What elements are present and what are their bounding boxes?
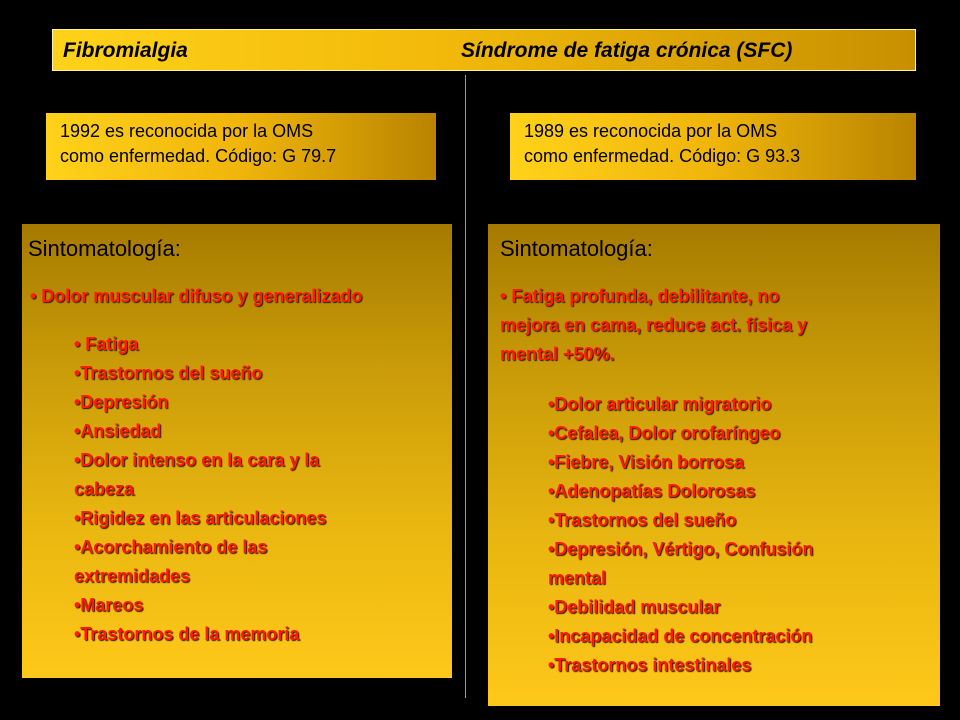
symptom-item: •Depresión, Vértigo, Confusión mental [548,539,814,588]
symptom-item: •Debilidad muscular [548,597,721,617]
symptom-item: •Dolor intenso en la cara y la cabeza [74,450,320,499]
sfc-symptoms-panel [488,224,940,706]
title-bar [52,29,916,71]
sfc-title: Síndrome de fatiga crónica (SFC) [461,39,793,62]
symptom-item: • Fatiga [74,334,139,354]
recognition-line: 1989 es reconocida por la OMS [524,121,778,141]
symptom-item: •Cefalea, Dolor orofaríngeo [548,423,781,443]
symptom-item: •Fiebre, Visión borrosa [548,452,745,472]
recognition-line: 1992 es reconocida por la OMS [60,121,314,141]
symptom-item: •Incapacidad de concentración [548,626,813,646]
sfc-recognition-box [510,113,916,180]
symptom-item: •Dolor articular migratorio [548,394,772,414]
fibromialgia-main-symptom: • Dolor muscular difuso y generalizado [30,286,363,306]
symptom-item: •Trastornos del sueño [74,363,263,383]
sfc-symptom-list [488,390,940,680]
sfc-main-emphasis: Fatiga profunda [511,286,648,306]
symptom-item: •Ansiedad [74,421,162,441]
recognition-line: como enfermedad. Código: G 93.3 [524,146,801,166]
symptom-item: •Rigidez en las articulaciones [74,508,327,528]
sfc-main-symptom: • Fatiga profunda, debilitante, no mejora en cama, reduce act. física y mental +50%. [500,286,808,364]
fibromialgia-recognition-box [46,113,436,180]
symptom-item: •Mareos [74,595,144,615]
column-divider [465,75,466,698]
fibromialgia-title: Fibromialgia [63,39,188,62]
symptom-item: •Trastornos de la memoria [74,624,300,644]
fibromialgia-symptoms-panel [22,224,452,678]
symptom-item: •Depresión [74,392,169,412]
sfc-symptoms-heading: Sintomatología: [500,236,653,261]
recognition-line: como enfermedad. Código: G 79.7 [60,146,337,166]
symptom-item: •Trastornos intestinales [548,655,752,675]
symptom-item: •Acorchamiento de las extremidades [74,537,268,586]
symptom-item: •Adenopatías Dolorosas [548,481,756,501]
fibromialgia-symptom-list [22,330,452,649]
symptom-item: •Trastornos del sueño [548,510,737,530]
fibromialgia-symptoms-heading: Sintomatología: [28,236,181,261]
